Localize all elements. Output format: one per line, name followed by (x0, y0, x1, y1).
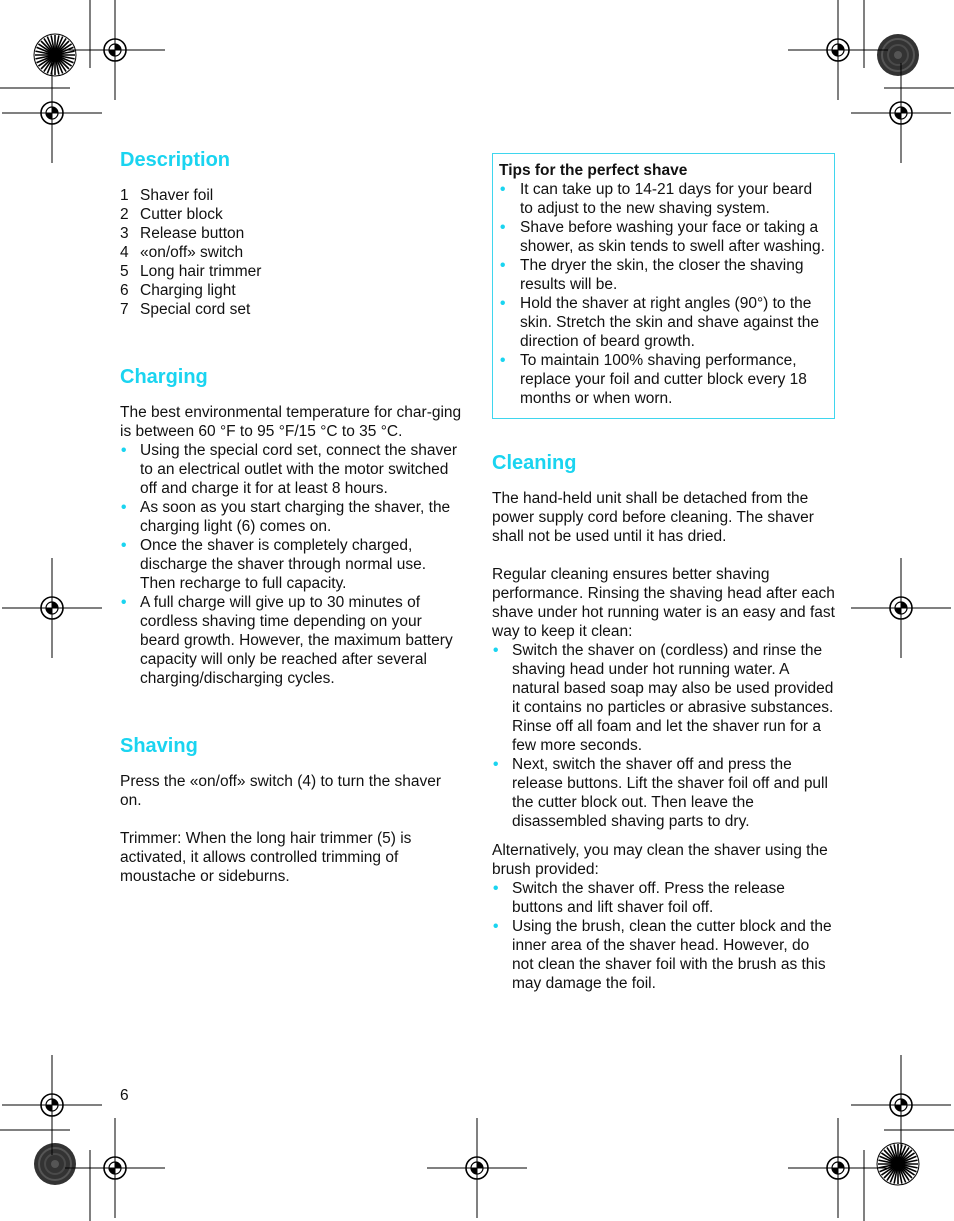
part-number: 1 (120, 187, 129, 204)
part-number: 7 (120, 301, 129, 318)
list-item: • Once the shaver is completely charged, discharge the shaver through normal use. Then recharge to full capacity. (120, 536, 465, 593)
cleaning-bullets (492, 641, 835, 831)
list-item: • Using the special cord set, connect the shaver to an electrical outlet with the motor switched off and charge it for at least 8 hours. (120, 441, 465, 498)
list-item: • Switch the shaver on (cordless) and rinse the shaving head under hot running water. A natural based soap may also be used provided it contains no particles or abrasive substances. Rinse off all foam and let the shaver run for a few more seconds. (492, 641, 835, 755)
cleaning-heading: Cleaning (492, 452, 577, 474)
tips-title: Tips for the perfect shave (499, 162, 688, 179)
part-number: 3 (120, 225, 129, 242)
part-label: Long hair trimmer (140, 263, 262, 280)
part-label: Special cord set (140, 301, 251, 318)
list-item: • To maintain 100% shaving performance, replace your foil and cutter block every 18 months or when worn. (499, 351, 826, 408)
list-item: • The dryer the skin, the closer the shaving results will be. (499, 256, 826, 294)
part-label: Shaver foil (140, 187, 214, 204)
parts-list-item (120, 262, 465, 281)
charging-intro: The best environmental temperature for char-ging is between 60 °F to 95 °F/15 °C to 35 °C. (120, 404, 462, 440)
parts-list-item (120, 186, 465, 205)
list-item: • A full charge will give up to 30 minutes of cordless shaving time depending on your beard growth. However, the maximum battery capacity will only be reached after several charging/discharging cycles. (120, 593, 465, 688)
shaving-heading: Shaving (120, 735, 198, 757)
left-column (120, 148, 465, 886)
parts-list-item (120, 281, 465, 300)
right-column (492, 148, 835, 993)
list-item: • Using the brush, clean the cutter block and the inner area of the shaver head. However, do not clean the shaver foil with the brush as this may damage the foil. (492, 917, 835, 993)
parts-list (120, 186, 465, 319)
part-number: 5 (120, 263, 129, 280)
tips-box (492, 153, 835, 419)
part-number: 4 (120, 244, 129, 261)
page-number: 6 (120, 1087, 129, 1104)
shaving-paragraph: Press the «on/off» switch (4) to turn the shaver on. (120, 773, 442, 809)
parts-list-item (120, 300, 465, 319)
parts-list-item (120, 243, 465, 262)
trimmer-paragraph: Trimmer: When the long hair trimmer (5) is activated, it allows controlled trimming of moustache or sideburns. (120, 830, 412, 885)
tips-bullets (499, 180, 826, 408)
charging-bullets (120, 441, 465, 688)
parts-list-item (120, 205, 465, 224)
cleaning-paragraph: Regular cleaning ensures better shaving performance. Rinsing the shaving head after each shave under hot running water is an easy and fast way to keep it clean: (492, 566, 835, 640)
part-label: Charging light (140, 282, 236, 299)
list-item: • Shave before washing your face or taking a shower, as skin tends to swell after washing. (499, 218, 826, 256)
description-heading: Description (120, 149, 231, 171)
parts-list-item (120, 224, 465, 243)
list-item: • It can take up to 14-21 days for your beard to adjust to the new shaving system. (499, 180, 826, 218)
part-number: 6 (120, 282, 129, 299)
cleaning-paragraph: The hand-held unit shall be detached from the power supply cord before cleaning. The shaver shall not be used until it has dried. (492, 490, 814, 545)
part-label: «on/off» switch (140, 244, 244, 261)
cleaning-paragraph: Alternatively, you may clean the shaver using the brush provided: (492, 842, 828, 878)
list-item: • As soon as you start charging the shaver, the charging light (6) comes on. (120, 498, 465, 536)
list-item: • Hold the shaver at right angles (90°) to the skin. Stretch the skin and shave against the direction of beard growth. (499, 294, 826, 351)
part-label: Cutter block (140, 206, 223, 223)
brush-bullets (492, 879, 835, 993)
part-number: 2 (120, 206, 129, 223)
part-label: Release button (140, 225, 245, 242)
list-item: • Switch the shaver off. Press the release buttons and lift shaver foil off. (492, 879, 835, 917)
list-item: • Next, switch the shaver off and press the release buttons. Lift the shaver foil off and pull the cutter block out. Then leave the disassembled shaving parts to dry. (492, 755, 835, 831)
charging-heading: Charging (120, 366, 208, 388)
